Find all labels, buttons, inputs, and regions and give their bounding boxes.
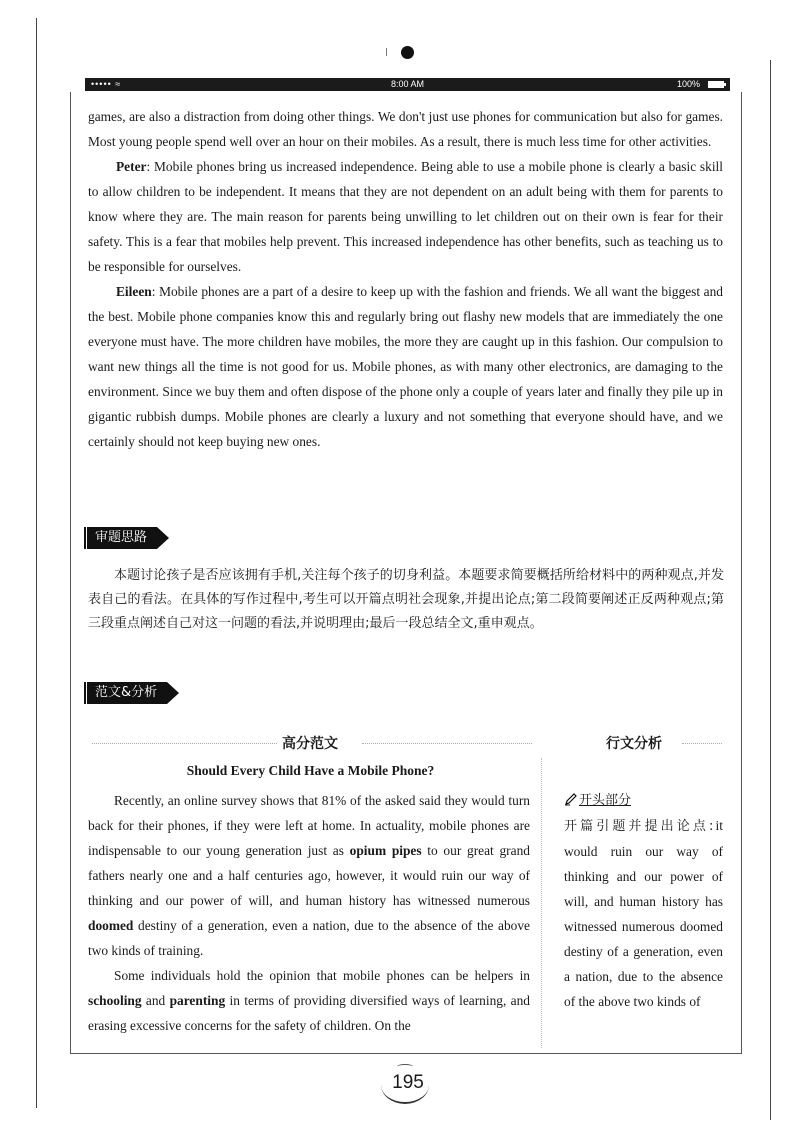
eileen-colon: : [151,284,156,299]
battery-icon [708,81,724,88]
analysis-column [564,788,723,1014]
essay-p2-text: Some individuals hold the opinion that mobile phones can be helpers in [114,968,530,983]
essay-keyword: doomed [88,918,134,933]
top-mark [386,48,393,56]
section1-text [88,564,724,636]
frame-left [70,92,71,1054]
passage [88,104,723,454]
dotted-rule [92,743,277,744]
section1-paragraph: 本题讨论孩子是否应该拥有手机,关注每个孩子的切身利益。本题要求简要概括所给材料中的两种观点,并发表自己的看法。在具体的写作过程中,考生可以开篇点明社会现象,并提出论点;第二段简要阐述正反两种观点;第三段重点阐述自己对这一问题的看法,并说明理由;最后一段总结全文,重申观点。 [88,568,724,631]
essay-paragraph-2 [88,963,530,1038]
essay-keyword: opium pipes [349,843,422,858]
section2-heading-text: 范文&分析 [95,685,158,700]
frame-bottom [70,1053,742,1054]
column-divider [541,758,542,1048]
pen-icon [564,792,578,806]
status-time: 8:00 AM [390,79,425,89]
peter-name: Peter [116,159,147,174]
section1-heading-text: 审题思路 [95,530,148,545]
heading-bar [84,682,86,704]
analysis-heading [564,788,723,813]
essay-keyword: parenting [169,993,226,1008]
analysis-cn-text: 开篇引题并提出论点: [564,819,716,834]
essay-p1-text: destiny of a generation, even a nation, due to the absence of the above two kinds of training. [88,918,530,958]
essay-p1-text: Recently, an online survey shows that 81% of the asked said they would turn back for their phones, if they were left at home. In actuality, mobile phones are indispensable to our young generation just as [88,793,530,858]
right-column-title: 行文分析 [606,736,662,752]
dotted-rule [682,743,722,744]
page-edge-left [36,18,37,1108]
top-dot [401,46,414,59]
page-edge-right [770,60,771,1120]
left-column-title: 高分范文 [282,736,338,752]
essay-keyword: schooling [88,993,142,1008]
peter-text: Mobile phones bring us increased independence. Being able to use a mobile phone is clearly a basic skill to allow children to be independent. It means that they are not dependent on an adult being with them for parents to know where they are. The main reason for parents being unwilling to let children out on their own is fear for their safety. This is a fear that mobiles help prevent. This increased independence has other benefits, such as teaching us to be responsible for ourselves. [88,159,723,274]
signal-indicator: ••••• ≈ [91,79,122,89]
battery-percent: 100% [676,79,700,89]
analysis-heading-text: 开头部分 [579,793,632,808]
eileen-name: Eileen [116,284,152,299]
analysis-en-text: it would ruin our way of thinking and our power of will, and human history has witnessed numerous doomed destiny of a generation, even a nation, due to the absence of the above two kinds of [564,818,723,1009]
passage-intro: games, are also a distraction from doing other things. We don't just use phones for communication but also for games. Most young people spend well over an hour on their mobiles. As a result, there is much less time for other activities. [88,109,723,149]
status-bar [85,78,730,91]
essay-title: Should Every Child Have a Mobile Phone? [186,763,435,778]
essay-p2-text: in terms of providing diversified ways of learning, and erasing excessive concerns for the safety of children. On the [88,993,530,1033]
eileen-text: Mobile phones are a part of a desire to keep up with the fashion and friends. We all want the biggest and the best. Mobile phone companies know this and regularly bring out flashy new models that are immediately the one everyone must have. The more children have mobiles, the more they are caught up in this fashion. Our compulsion to want new things all the time is not good for us. Mobile phones, as with many other electronics, are damaging to the environment. Since we buy them and often dispose of the phone only a couple of years later and finally they pile up in gigantic rubbish dumps. Mobile phones are clearly a luxury and not something that everyone should have, and we certainly should not keep buying new ones. [88,284,723,449]
dotted-rule [362,743,532,744]
page-number: 195 [392,1072,424,1093]
essay-paragraph-1 [88,788,530,963]
peter-colon: : [146,159,151,174]
section-heading-sample [87,682,167,704]
eileen-paragraph [88,279,723,454]
essay-body [88,788,530,1038]
section-heading-analysis [87,527,157,549]
peter-paragraph [88,154,723,279]
frame-right [741,92,742,1054]
heading-bar [84,527,86,549]
analysis-text [564,813,723,1014]
essay-p1-text: to our great grand fathers nearly one and a half centuries ago, however, it would ruin our way of thinking and our power of will, and human history has witnessed numerous [88,843,530,908]
essay-p2-text: and [141,993,170,1008]
